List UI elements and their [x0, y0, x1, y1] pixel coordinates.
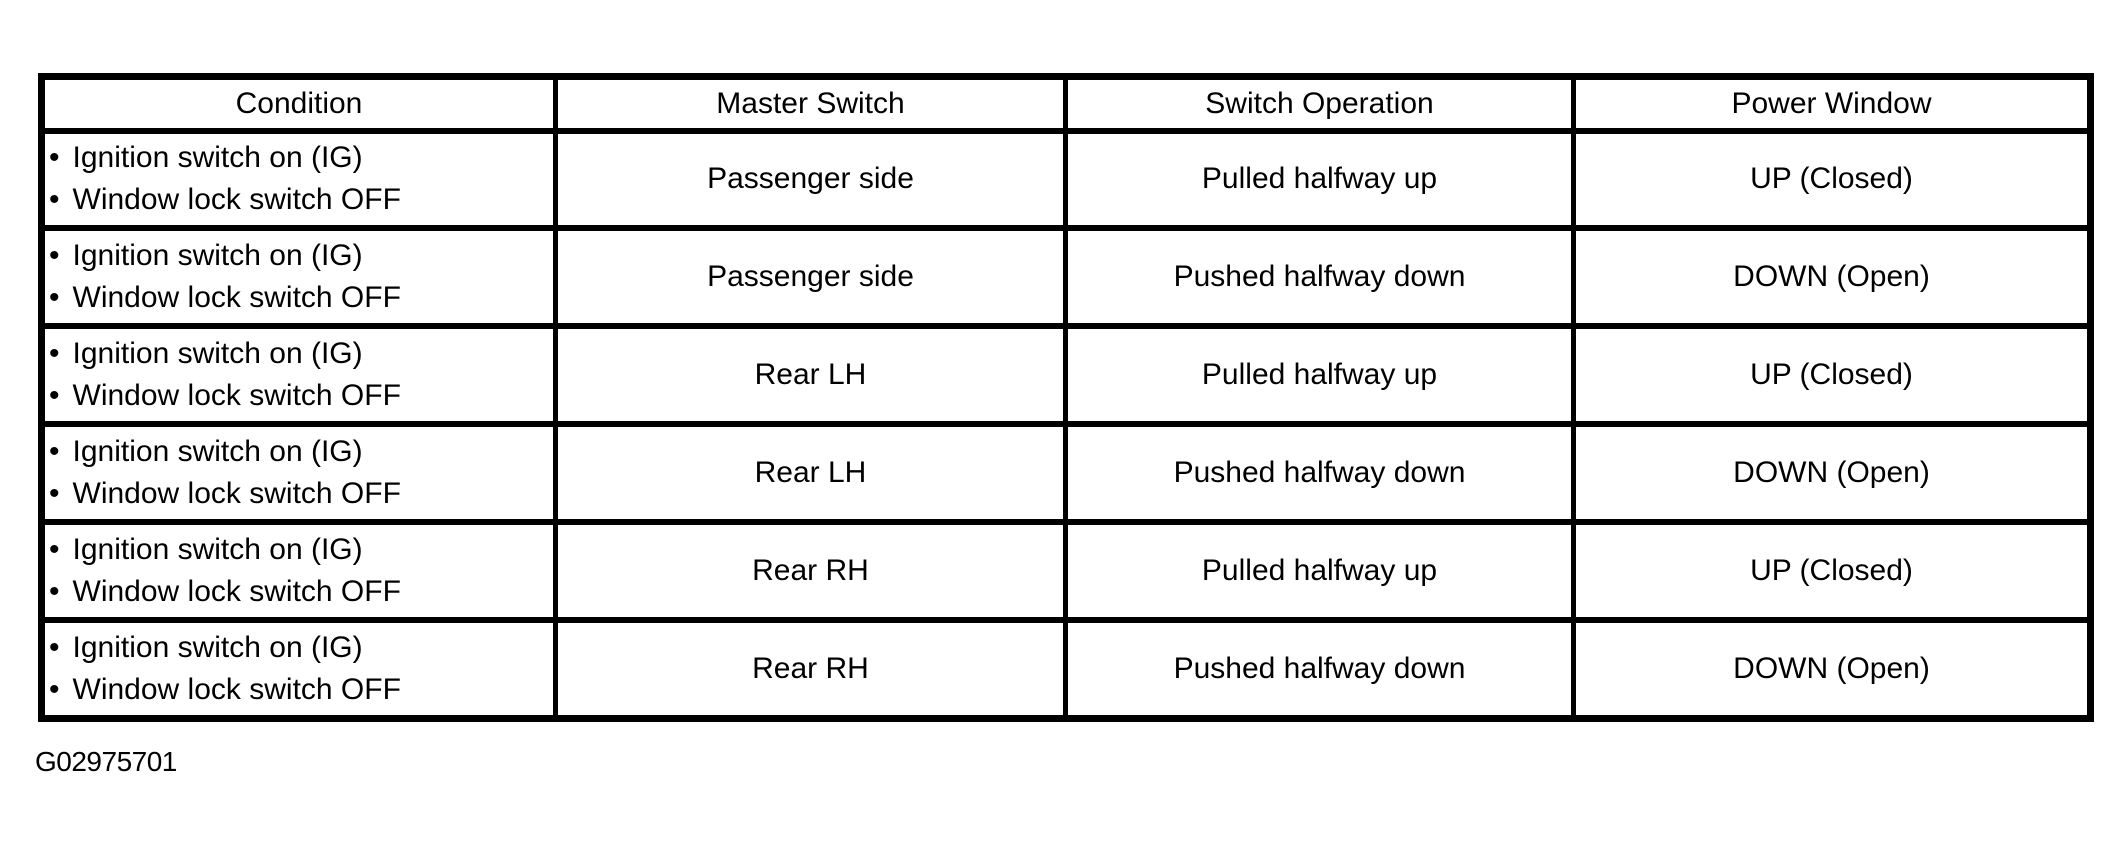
header-cell-master-switch: Master Switch — [556, 77, 1066, 131]
header-cell-condition: Condition — [42, 77, 556, 131]
power-window-cell: DOWN (Open) — [1574, 620, 2091, 718]
table-row — [42, 620, 2091, 718]
table-row — [42, 326, 2091, 424]
switch-operation-cell: Pulled halfway up — [1066, 131, 1574, 229]
switch-operation-cell: Pushed halfway down — [1066, 620, 1574, 718]
condition-text: Ignition switch on (IG) — [72, 533, 363, 567]
bullet-icon: • — [49, 533, 60, 567]
condition-line — [49, 333, 553, 375]
condition-cell — [42, 228, 556, 326]
condition-text: Ignition switch on (IG) — [72, 435, 363, 469]
condition-cell — [42, 326, 556, 424]
condition-line — [49, 431, 553, 473]
table-row — [42, 424, 2091, 522]
table-row — [42, 522, 2091, 620]
condition-text: Window lock switch OFF — [72, 379, 401, 413]
condition-line — [49, 375, 553, 417]
power-window-cell: DOWN (Open) — [1574, 228, 2091, 326]
table-row — [42, 228, 2091, 326]
condition-text: Ignition switch on (IG) — [72, 337, 363, 371]
bullet-icon: • — [49, 337, 60, 371]
condition-line — [49, 137, 553, 179]
condition-text: Window lock switch OFF — [72, 281, 401, 315]
condition-line — [49, 179, 553, 221]
bullet-icon: • — [49, 379, 60, 413]
switch-operation-cell: Pushed halfway down — [1066, 228, 1574, 326]
condition-text: Ignition switch on (IG) — [72, 631, 363, 665]
condition-line — [49, 627, 553, 669]
table-row — [42, 131, 2091, 229]
master-switch-cell: Passenger side — [556, 228, 1066, 326]
master-switch-cell: Rear RH — [556, 522, 1066, 620]
condition-line — [49, 529, 553, 571]
condition-cell — [42, 424, 556, 522]
condition-cell — [42, 131, 556, 229]
switch-operation-cell: Pushed halfway down — [1066, 424, 1574, 522]
power-window-cell: DOWN (Open) — [1574, 424, 2091, 522]
master-switch-cell: Rear LH — [556, 424, 1066, 522]
master-switch-cell: Rear LH — [556, 326, 1066, 424]
condition-text: Window lock switch OFF — [72, 673, 401, 707]
condition-text: Window lock switch OFF — [72, 183, 401, 217]
master-switch-cell: Rear RH — [556, 620, 1066, 718]
condition-line — [49, 571, 553, 613]
bullet-icon: • — [49, 435, 60, 469]
master-switch-cell: Passenger side — [556, 131, 1066, 229]
bullet-icon: • — [49, 281, 60, 315]
switch-operation-cell: Pulled halfway up — [1066, 326, 1574, 424]
bullet-icon: • — [49, 477, 60, 511]
header-cell-power-window: Power Window — [1574, 77, 2091, 131]
header-cell-switch-operation: Switch Operation — [1066, 77, 1574, 131]
condition-line — [49, 235, 553, 277]
condition-text: Ignition switch on (IG) — [72, 239, 363, 273]
condition-cell — [42, 620, 556, 718]
power-window-cell: UP (Closed) — [1574, 131, 2091, 229]
condition-text: Ignition switch on (IG) — [72, 141, 363, 175]
condition-line — [49, 473, 553, 515]
bullet-icon: • — [49, 575, 60, 609]
power-window-spec-table — [38, 73, 2094, 722]
condition-line — [49, 277, 553, 319]
power-window-cell: UP (Closed) — [1574, 522, 2091, 620]
condition-line — [49, 669, 553, 711]
condition-text: Window lock switch OFF — [72, 477, 401, 511]
switch-operation-cell: Pulled halfway up — [1066, 522, 1574, 620]
bullet-icon: • — [49, 673, 60, 707]
figure-code: G02975701 — [35, 746, 177, 777]
header-row — [42, 77, 2091, 131]
condition-cell — [42, 522, 556, 620]
bullet-icon: • — [49, 183, 60, 217]
power-window-cell: UP (Closed) — [1574, 326, 2091, 424]
bullet-icon: • — [49, 631, 60, 665]
condition-text: Window lock switch OFF — [72, 575, 401, 609]
bullet-icon: • — [49, 239, 60, 273]
bullet-icon: • — [49, 141, 60, 175]
